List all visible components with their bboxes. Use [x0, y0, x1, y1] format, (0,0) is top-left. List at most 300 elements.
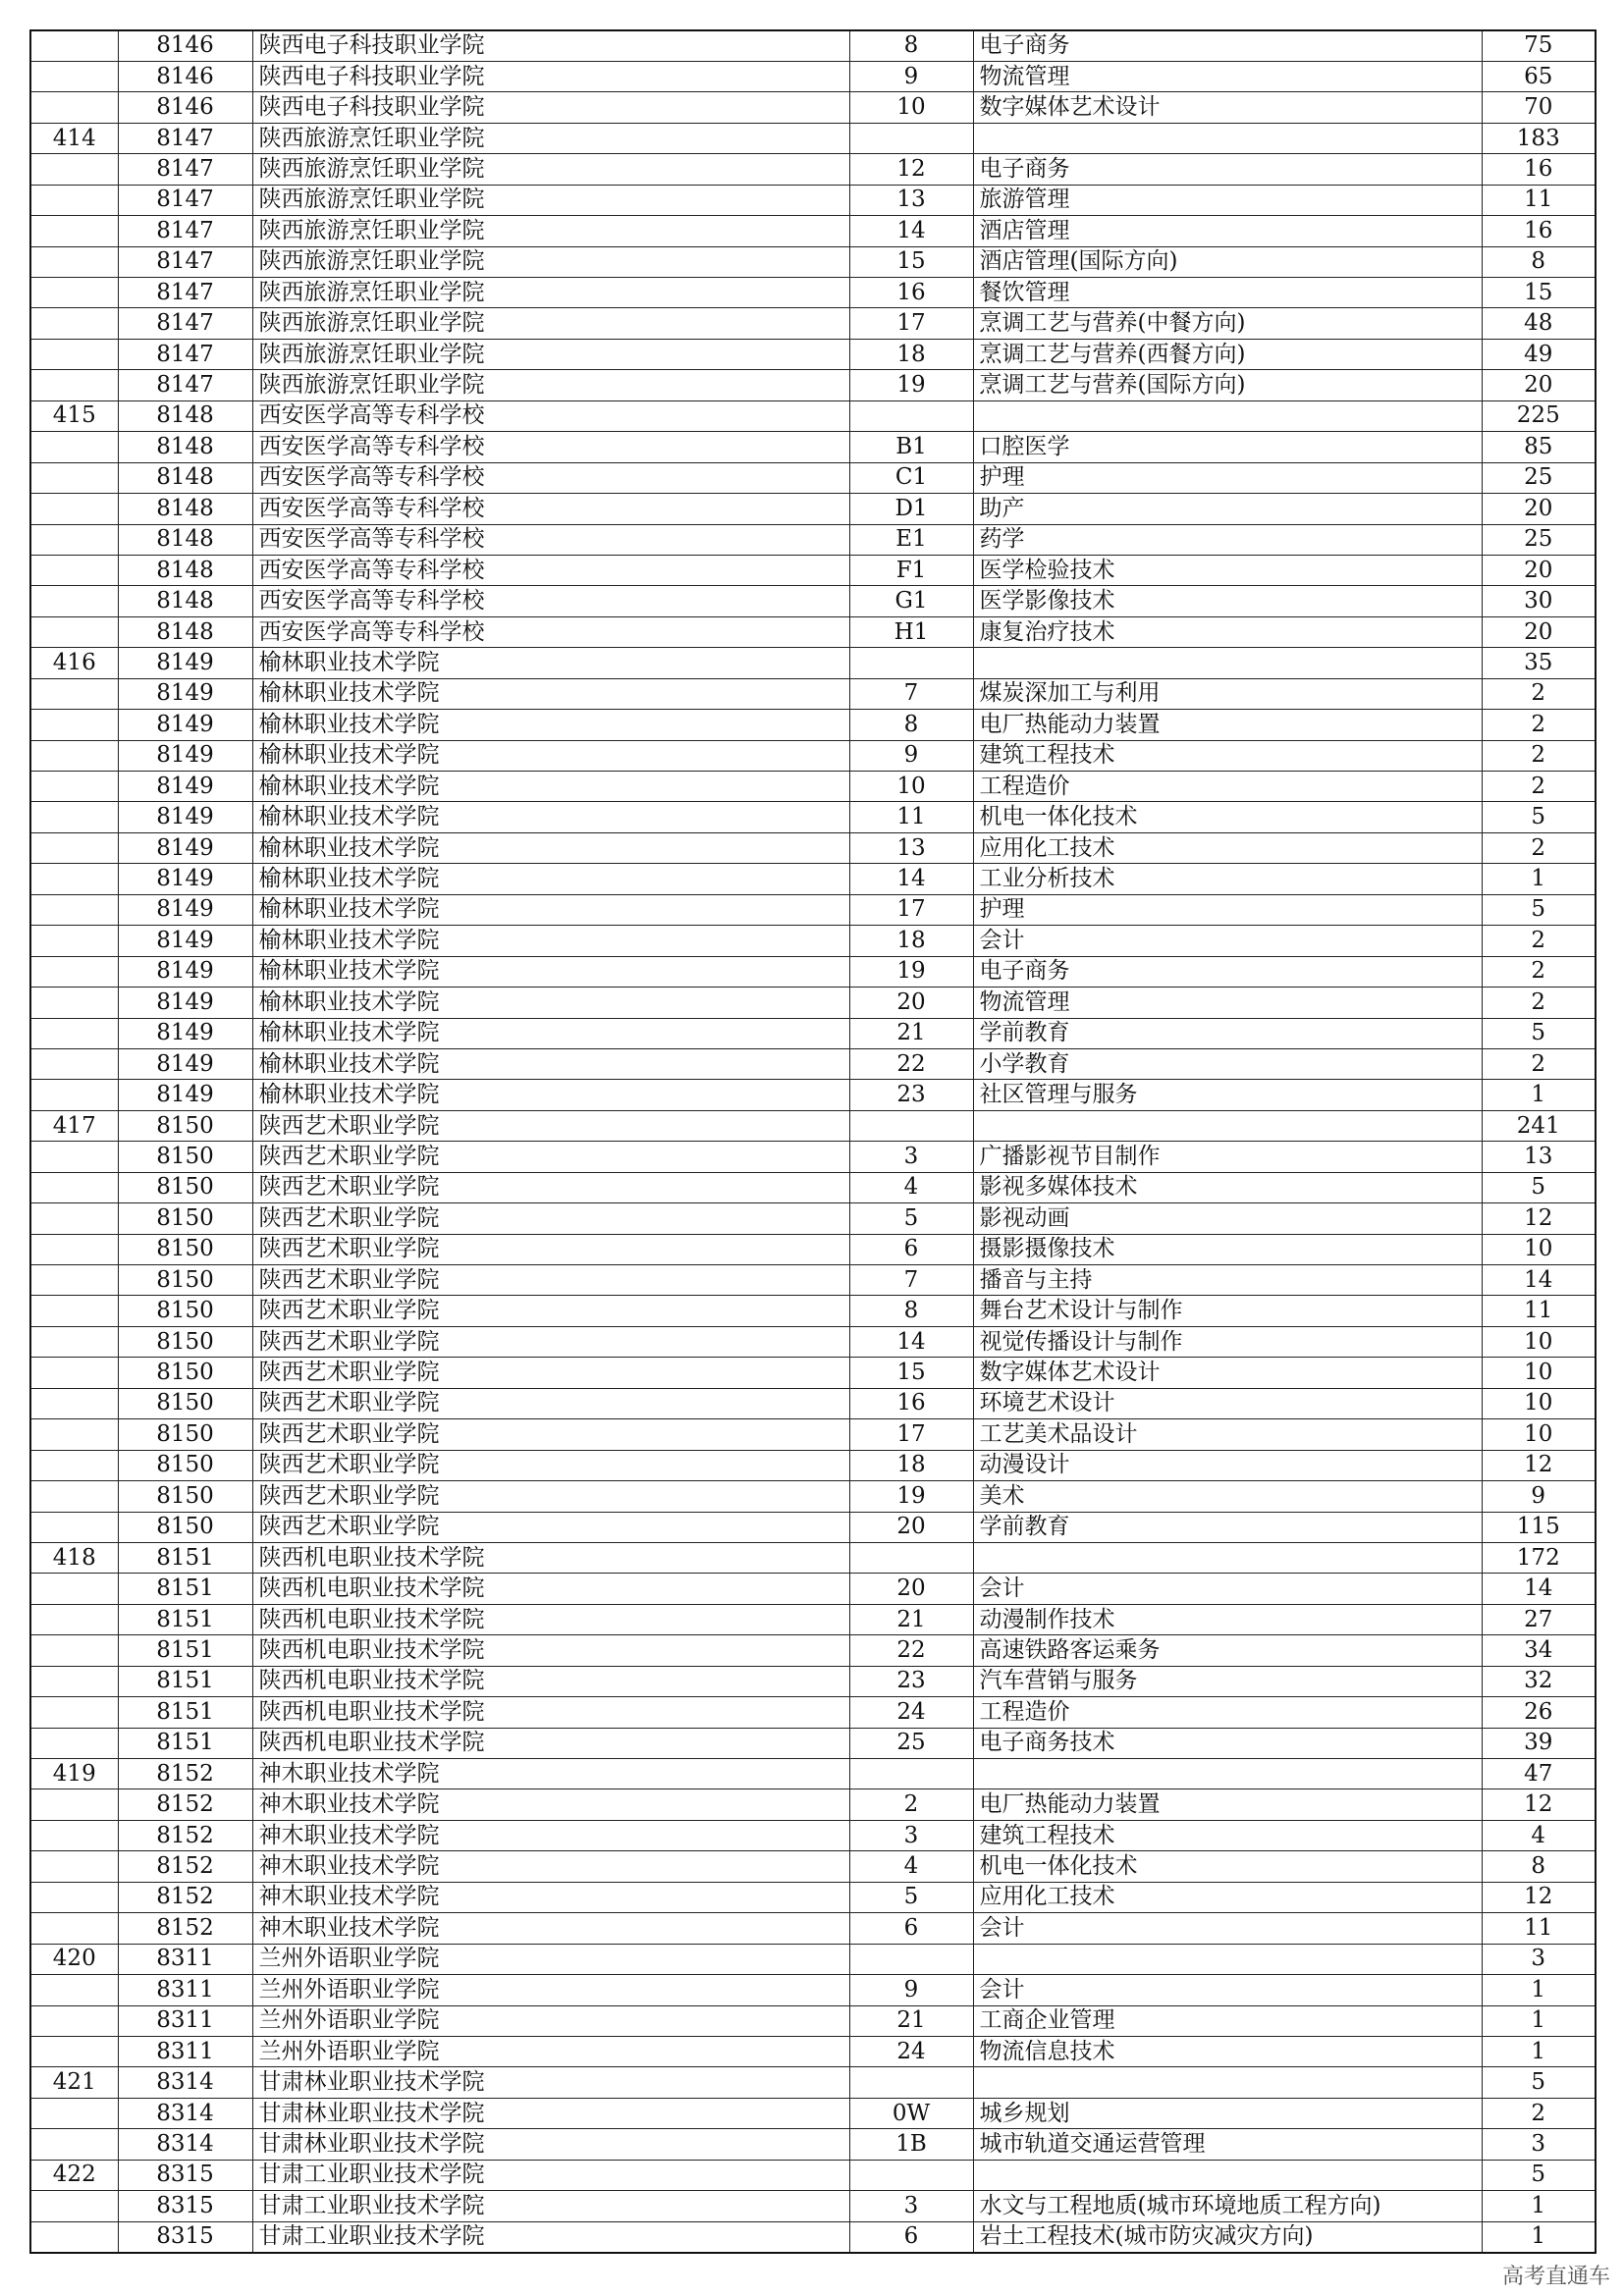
- plan-count-cell: 15: [1482, 278, 1596, 308]
- major-code-cell: 16: [849, 1388, 973, 1418]
- table-row: [30, 586, 1596, 616]
- major-name-cell: 建筑工程技术: [973, 1820, 1482, 1850]
- seq-cell: 415: [30, 400, 118, 431]
- institution-name-cell: 榆林职业技术学院: [252, 926, 849, 956]
- seq-cell: [30, 1296, 118, 1326]
- major-name-cell: 数字媒体艺术设计: [973, 92, 1482, 123]
- seq-cell: 419: [30, 1759, 118, 1789]
- plan-count-cell: 5: [1482, 2067, 1596, 2098]
- table-row: [30, 2036, 1596, 2066]
- table-row: [30, 2221, 1596, 2252]
- institution-code-cell: 8151: [118, 1697, 252, 1728]
- seq-cell: [30, 462, 118, 493]
- institution-code-cell: 8151: [118, 1574, 252, 1604]
- major-code-cell: 20: [849, 988, 973, 1018]
- major-name-cell: 工业分析技术: [973, 864, 1482, 894]
- institution-name-cell: 陕西电子科技职业学院: [252, 61, 849, 91]
- major-code-cell: 13: [849, 185, 973, 215]
- institution-name-cell: 西安医学高等专科学校: [252, 400, 849, 431]
- plan-count-cell: 5: [1482, 2160, 1596, 2190]
- plan-count-cell: 1: [1482, 1080, 1596, 1110]
- table-row: [30, 1481, 1596, 1512]
- plan-count-cell: 11: [1482, 185, 1596, 215]
- plan-count-cell: 2: [1482, 740, 1596, 771]
- plan-count-cell: 3: [1482, 1944, 1596, 1974]
- institution-code-cell: 8149: [118, 710, 252, 740]
- major-code-cell: 4: [849, 1172, 973, 1202]
- seq-cell: 416: [30, 648, 118, 678]
- plan-count-cell: 8: [1482, 1851, 1596, 1882]
- seq-cell: [30, 772, 118, 802]
- table-row: [30, 1728, 1596, 1758]
- major-code-cell: [849, 648, 973, 678]
- institution-code-cell: 8311: [118, 1975, 252, 2005]
- plan-count-cell: 115: [1482, 1512, 1596, 1542]
- major-name-cell: 物流管理: [973, 61, 1482, 91]
- plan-count-cell: 34: [1482, 1635, 1596, 1666]
- major-name-cell: 护理: [973, 462, 1482, 493]
- institution-code-cell: 8150: [118, 1172, 252, 1202]
- plan-count-cell: 4: [1482, 1820, 1596, 1850]
- major-code-cell: 22: [849, 1048, 973, 1079]
- table-row: [30, 2067, 1596, 2098]
- institution-code-cell: 8152: [118, 1851, 252, 1882]
- institution-code-cell: 8149: [118, 864, 252, 894]
- plan-count-cell: 10: [1482, 1326, 1596, 1357]
- institution-code-cell: 8149: [118, 678, 252, 709]
- major-name-cell: 学前教育: [973, 1512, 1482, 1542]
- plan-count-cell: 3: [1482, 2129, 1596, 2160]
- major-name-cell: 影视多媒体技术: [973, 1172, 1482, 1202]
- institution-code-cell: 8315: [118, 2221, 252, 2252]
- watermark-text: 高考直通车: [1501, 2265, 1610, 2289]
- major-name-cell: 电子商务: [973, 154, 1482, 185]
- institution-code-cell: 8147: [118, 123, 252, 153]
- institution-code-cell: 8147: [118, 278, 252, 308]
- seq-cell: [30, 1728, 118, 1758]
- major-code-cell: 19: [849, 370, 973, 400]
- table-row: [30, 710, 1596, 740]
- institution-name-cell: 神木职业技术学院: [252, 1820, 849, 1850]
- major-name-cell: 机电一体化技术: [973, 1851, 1482, 1882]
- institution-code-cell: 8152: [118, 1759, 252, 1789]
- institution-name-cell: 陕西电子科技职业学院: [252, 92, 849, 123]
- major-code-cell: 1B: [849, 2129, 973, 2160]
- institution-name-cell: 陕西艺术职业学院: [252, 1265, 849, 1296]
- plan-count-cell: 225: [1482, 400, 1596, 431]
- major-name-cell: 医学影像技术: [973, 586, 1482, 616]
- major-name-cell: 学前教育: [973, 1018, 1482, 1048]
- plan-count-cell: 2: [1482, 988, 1596, 1018]
- table-row: [30, 1142, 1596, 1172]
- plan-count-cell: 11: [1482, 1296, 1596, 1326]
- institution-name-cell: 榆林职业技术学院: [252, 678, 849, 709]
- plan-count-cell: 2: [1482, 710, 1596, 740]
- seq-cell: [30, 308, 118, 339]
- institution-name-cell: 榆林职业技术学院: [252, 864, 849, 894]
- plan-count-cell: 12: [1482, 1882, 1596, 1912]
- institution-code-cell: 8149: [118, 740, 252, 771]
- plan-count-cell: 12: [1482, 1450, 1596, 1480]
- major-code-cell: 24: [849, 1697, 973, 1728]
- institution-code-cell: 8152: [118, 1789, 252, 1820]
- major-name-cell: 机电一体化技术: [973, 802, 1482, 832]
- table-row: [30, 370, 1596, 400]
- plan-count-cell: 10: [1482, 1388, 1596, 1418]
- table-row: [30, 1851, 1596, 1882]
- plan-count-cell: 48: [1482, 308, 1596, 339]
- table-row: [30, 988, 1596, 1018]
- table-row: [30, 278, 1596, 308]
- table-row: [30, 216, 1596, 246]
- table-row: [30, 1234, 1596, 1264]
- plan-count-cell: 14: [1482, 1574, 1596, 1604]
- major-code-cell: 2: [849, 1789, 973, 1820]
- institution-name-cell: 榆林职业技术学院: [252, 802, 849, 832]
- plan-count-cell: 2: [1482, 772, 1596, 802]
- major-name-cell: [973, 648, 1482, 678]
- institution-name-cell: 西安医学高等专科学校: [252, 616, 849, 647]
- institution-code-cell: 8149: [118, 988, 252, 1018]
- major-name-cell: 广播影视节目制作: [973, 1142, 1482, 1172]
- institution-code-cell: 8150: [118, 1512, 252, 1542]
- plan-count-cell: 35: [1482, 648, 1596, 678]
- major-code-cell: 13: [849, 832, 973, 863]
- plan-count-cell: 1: [1482, 1975, 1596, 2005]
- plan-count-cell: 85: [1482, 432, 1596, 462]
- institution-name-cell: 陕西艺术职业学院: [252, 1326, 849, 1357]
- major-name-cell: 餐饮管理: [973, 278, 1482, 308]
- plan-count-cell: 20: [1482, 494, 1596, 524]
- seq-cell: [30, 216, 118, 246]
- institution-code-cell: 8146: [118, 61, 252, 91]
- institution-name-cell: 陕西艺术职业学院: [252, 1481, 849, 1512]
- institution-code-cell: 8148: [118, 555, 252, 585]
- seq-cell: [30, 1234, 118, 1264]
- major-code-cell: 6: [849, 1234, 973, 1264]
- plan-count-cell: 5: [1482, 894, 1596, 925]
- institution-code-cell: 8150: [118, 1326, 252, 1357]
- major-name-cell: 工艺美术品设计: [973, 1419, 1482, 1450]
- table-row: [30, 1419, 1596, 1450]
- major-name-cell: 药学: [973, 524, 1482, 555]
- seq-cell: [30, 1913, 118, 1944]
- seq-cell: [30, 832, 118, 863]
- seq-cell: [30, 2036, 118, 2066]
- institution-name-cell: 陕西旅游烹饪职业学院: [252, 308, 849, 339]
- major-name-cell: 岩土工程技术(城市防灾减灾方向): [973, 2221, 1482, 2252]
- seq-cell: [30, 988, 118, 1018]
- seq-cell: [30, 956, 118, 987]
- major-code-cell: 14: [849, 1326, 973, 1357]
- institution-name-cell: 西安医学高等专科学校: [252, 586, 849, 616]
- institution-name-cell: 陕西旅游烹饪职业学院: [252, 216, 849, 246]
- plan-count-cell: 25: [1482, 462, 1596, 493]
- table-row: [30, 92, 1596, 123]
- seq-cell: [30, 2129, 118, 2160]
- major-name-cell: 口腔医学: [973, 432, 1482, 462]
- table-row: [30, 1913, 1596, 1944]
- seq-cell: [30, 1358, 118, 1388]
- table-row: [30, 678, 1596, 709]
- institution-name-cell: 甘肃工业职业技术学院: [252, 2160, 849, 2190]
- table-row: [30, 30, 1596, 61]
- table-row: [30, 308, 1596, 339]
- table-row: [30, 246, 1596, 277]
- institution-code-cell: 8149: [118, 648, 252, 678]
- seq-cell: [30, 2221, 118, 2252]
- major-name-cell: 物流信息技术: [973, 2036, 1482, 2066]
- institution-code-cell: 8314: [118, 2067, 252, 2098]
- major-name-cell: 城乡规划: [973, 2098, 1482, 2128]
- seq-cell: [30, 1172, 118, 1202]
- institution-name-cell: 甘肃林业职业技术学院: [252, 2098, 849, 2128]
- institution-name-cell: 兰州外语职业学院: [252, 1975, 849, 2005]
- institution-name-cell: 陕西艺术职业学院: [252, 1203, 849, 1234]
- seq-cell: [30, 1820, 118, 1850]
- institution-name-cell: 陕西机电职业技术学院: [252, 1604, 849, 1634]
- major-name-cell: 会计: [973, 926, 1482, 956]
- major-name-cell: 动漫设计: [973, 1450, 1482, 1480]
- major-code-cell: 20: [849, 1512, 973, 1542]
- table-row: [30, 61, 1596, 91]
- seq-cell: [30, 1789, 118, 1820]
- plan-count-cell: 183: [1482, 123, 1596, 153]
- seq-cell: [30, 1265, 118, 1296]
- institution-code-cell: 8146: [118, 30, 252, 61]
- institution-code-cell: 8314: [118, 2098, 252, 2128]
- seq-cell: [30, 1388, 118, 1418]
- major-code-cell: 17: [849, 308, 973, 339]
- major-code-cell: C1: [849, 462, 973, 493]
- plan-count-cell: 8: [1482, 246, 1596, 277]
- table-row: [30, 894, 1596, 925]
- major-name-cell: 工程造价: [973, 772, 1482, 802]
- institution-name-cell: 兰州外语职业学院: [252, 2005, 849, 2036]
- major-code-cell: 21: [849, 2005, 973, 2036]
- institution-name-cell: 甘肃林业职业技术学院: [252, 2067, 849, 2098]
- plan-count-cell: 12: [1482, 1203, 1596, 1234]
- institution-name-cell: 陕西机电职业技术学院: [252, 1574, 849, 1604]
- seq-cell: 422: [30, 2160, 118, 2190]
- major-code-cell: 6: [849, 2221, 973, 2252]
- major-code-cell: D1: [849, 494, 973, 524]
- institution-code-cell: 8315: [118, 2191, 252, 2221]
- seq-cell: [30, 1666, 118, 1696]
- seq-cell: [30, 802, 118, 832]
- major-code-cell: 5: [849, 1203, 973, 1234]
- institution-name-cell: 西安医学高等专科学校: [252, 555, 849, 585]
- plan-count-cell: 11: [1482, 1913, 1596, 1944]
- major-name-cell: 酒店管理(国际方向): [973, 246, 1482, 277]
- table-row: [30, 1110, 1596, 1141]
- table-row: [30, 494, 1596, 524]
- seq-cell: [30, 1018, 118, 1048]
- institution-code-cell: 8147: [118, 308, 252, 339]
- major-name-cell: 会计: [973, 1574, 1482, 1604]
- institution-code-cell: 8149: [118, 894, 252, 925]
- institution-code-cell: 8151: [118, 1635, 252, 1666]
- seq-cell: [30, 2191, 118, 2221]
- major-code-cell: 18: [849, 926, 973, 956]
- table-row: [30, 154, 1596, 185]
- table-row: [30, 1296, 1596, 1326]
- seq-cell: [30, 432, 118, 462]
- seq-cell: [30, 61, 118, 91]
- institution-name-cell: 神木职业技术学院: [252, 1789, 849, 1820]
- plan-count-cell: 2: [1482, 926, 1596, 956]
- institution-name-cell: 陕西电子科技职业学院: [252, 30, 849, 61]
- institution-code-cell: 8149: [118, 1048, 252, 1079]
- seq-cell: [30, 1450, 118, 1480]
- seq-cell: [30, 339, 118, 369]
- plan-count-cell: 10: [1482, 1234, 1596, 1264]
- plan-count-cell: 2: [1482, 678, 1596, 709]
- institution-code-cell: 8150: [118, 1296, 252, 1326]
- seq-cell: [30, 710, 118, 740]
- major-code-cell: 8: [849, 1296, 973, 1326]
- institution-name-cell: 陕西艺术职业学院: [252, 1512, 849, 1542]
- major-code-cell: 0W: [849, 2098, 973, 2128]
- seq-cell: [30, 1635, 118, 1666]
- major-name-cell: 医学检验技术: [973, 555, 1482, 585]
- seq-cell: [30, 864, 118, 894]
- table-row: [30, 2160, 1596, 2190]
- plan-count-cell: 14: [1482, 1265, 1596, 1296]
- major-code-cell: 22: [849, 1635, 973, 1666]
- institution-name-cell: 甘肃工业职业技术学院: [252, 2221, 849, 2252]
- table-row: [30, 555, 1596, 585]
- major-name-cell: 播音与主持: [973, 1265, 1482, 1296]
- table-row: [30, 462, 1596, 493]
- institution-code-cell: 8315: [118, 2160, 252, 2190]
- institution-code-cell: 8147: [118, 185, 252, 215]
- plan-count-cell: 10: [1482, 1358, 1596, 1388]
- major-code-cell: 4: [849, 1851, 973, 1882]
- plan-count-cell: 5: [1482, 1172, 1596, 1202]
- major-code-cell: 21: [849, 1018, 973, 1048]
- institution-code-cell: 8150: [118, 1234, 252, 1264]
- institution-code-cell: 8148: [118, 462, 252, 493]
- major-name-cell: 摄影摄像技术: [973, 1234, 1482, 1264]
- major-code-cell: 8: [849, 30, 973, 61]
- institution-code-cell: 8150: [118, 1419, 252, 1450]
- seq-cell: 421: [30, 2067, 118, 2098]
- institution-code-cell: 8150: [118, 1388, 252, 1418]
- institution-code-cell: 8311: [118, 2036, 252, 2066]
- major-name-cell: 动漫制作技术: [973, 1604, 1482, 1634]
- institution-name-cell: 陕西艺术职业学院: [252, 1419, 849, 1450]
- seq-cell: 414: [30, 123, 118, 153]
- major-name-cell: 旅游管理: [973, 185, 1482, 215]
- seq-cell: 418: [30, 1542, 118, 1573]
- table-row: [30, 1604, 1596, 1634]
- institution-name-cell: 神木职业技术学院: [252, 1851, 849, 1882]
- plan-count-cell: 25: [1482, 524, 1596, 555]
- plan-count-cell: 1: [1482, 2191, 1596, 2221]
- institution-name-cell: 陕西旅游烹饪职业学院: [252, 185, 849, 215]
- major-code-cell: 19: [849, 956, 973, 987]
- plan-count-cell: 9: [1482, 1481, 1596, 1512]
- institution-code-cell: 8148: [118, 586, 252, 616]
- major-code-cell: [849, 2067, 973, 2098]
- major-code-cell: 5: [849, 1882, 973, 1912]
- table-row: [30, 832, 1596, 863]
- major-name-cell: 建筑工程技术: [973, 740, 1482, 771]
- seq-cell: [30, 1574, 118, 1604]
- table-row: [30, 1388, 1596, 1418]
- seq-cell: [30, 2098, 118, 2128]
- table-row: [30, 1512, 1596, 1542]
- table-row: [30, 1018, 1596, 1048]
- table-row: [30, 1759, 1596, 1789]
- institution-name-cell: 榆林职业技术学院: [252, 1048, 849, 1079]
- table-row: [30, 956, 1596, 987]
- table-row: [30, 1666, 1596, 1696]
- institution-name-cell: 西安医学高等专科学校: [252, 462, 849, 493]
- seq-cell: [30, 524, 118, 555]
- major-name-cell: 小学教育: [973, 1048, 1482, 1079]
- plan-count-cell: 1: [1482, 2221, 1596, 2252]
- major-name-cell: 数字媒体艺术设计: [973, 1358, 1482, 1388]
- major-code-cell: 9: [849, 61, 973, 91]
- plan-count-cell: 13: [1482, 1142, 1596, 1172]
- institution-code-cell: 8147: [118, 216, 252, 246]
- plan-count-cell: 27: [1482, 1604, 1596, 1634]
- institution-code-cell: 8152: [118, 1882, 252, 1912]
- seq-cell: [30, 1975, 118, 2005]
- table-row: [30, 1450, 1596, 1480]
- major-name-cell: 会计: [973, 1975, 1482, 2005]
- table-row: [30, 740, 1596, 771]
- seq-cell: [30, 30, 118, 61]
- institution-code-cell: 8148: [118, 494, 252, 524]
- plan-count-cell: 20: [1482, 616, 1596, 647]
- plan-count-cell: 49: [1482, 339, 1596, 369]
- table-row: [30, 2191, 1596, 2221]
- institution-code-cell: 8152: [118, 1820, 252, 1850]
- institution-code-cell: 8150: [118, 1358, 252, 1388]
- institution-name-cell: 榆林职业技术学院: [252, 832, 849, 863]
- institution-code-cell: 8311: [118, 1944, 252, 1974]
- seq-cell: [30, 1882, 118, 1912]
- major-name-cell: 工程造价: [973, 1697, 1482, 1728]
- institution-name-cell: 陕西艺术职业学院: [252, 1296, 849, 1326]
- major-code-cell: 10: [849, 92, 973, 123]
- seq-cell: 420: [30, 1944, 118, 1974]
- institution-name-cell: 榆林职业技术学院: [252, 956, 849, 987]
- plan-count-cell: 39: [1482, 1728, 1596, 1758]
- major-code-cell: E1: [849, 524, 973, 555]
- table-row: [30, 339, 1596, 369]
- major-code-cell: 11: [849, 802, 973, 832]
- seq-cell: [30, 1142, 118, 1172]
- plan-count-cell: 10: [1482, 1419, 1596, 1450]
- table-row: [30, 524, 1596, 555]
- major-name-cell: 视觉传播设计与制作: [973, 1326, 1482, 1357]
- major-code-cell: 20: [849, 1574, 973, 1604]
- table-row: [30, 400, 1596, 431]
- plan-count-cell: 20: [1482, 370, 1596, 400]
- major-code-cell: 15: [849, 246, 973, 277]
- major-name-cell: 美术: [973, 1481, 1482, 1512]
- institution-code-cell: 8311: [118, 2005, 252, 2036]
- plan-count-cell: 1: [1482, 2036, 1596, 2066]
- major-name-cell: 影视动画: [973, 1203, 1482, 1234]
- major-code-cell: 17: [849, 894, 973, 925]
- major-name-cell: [973, 2160, 1482, 2190]
- major-name-cell: 环境艺术设计: [973, 1388, 1482, 1418]
